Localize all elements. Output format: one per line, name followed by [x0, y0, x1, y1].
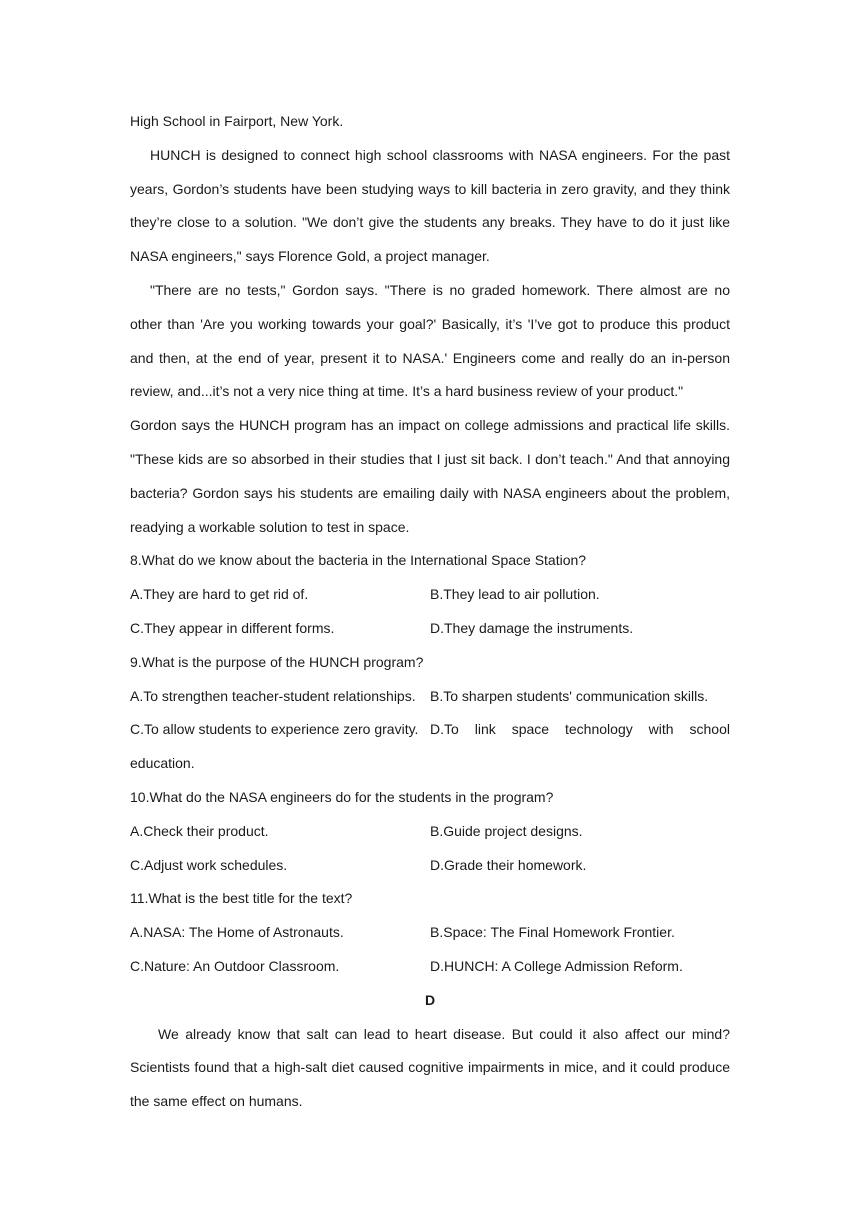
- option-row: [130, 612, 730, 646]
- section-d: [130, 984, 730, 1119]
- passage-line: HUNCH is designed to connect high school classrooms with NASA engineers. For the past: [150, 146, 730, 163]
- option-b: B.They lead to air pollution.: [430, 586, 600, 603]
- option-d-continuation: education.: [130, 755, 195, 772]
- question-8: [130, 544, 730, 645]
- option-b: B.To sharpen students' communication skills.: [430, 687, 709, 704]
- passage-line: other than 'Are you working towards your goal?' Basically, it’s 'I’ve got to produce this product: [130, 315, 730, 332]
- option-row: [130, 916, 730, 950]
- option-row: [130, 578, 730, 612]
- section-heading: D: [424, 991, 436, 1008]
- option-a: A.They are hard to get rid of.: [130, 586, 309, 603]
- passage-c: [130, 105, 730, 544]
- passage-line: Gordon says the HUNCH program has an impact on college admissions and practical life skills.: [130, 417, 730, 434]
- passage-line: "These kids are so absorbed in their studies that I just sit back. I don’t teach." And that annoying: [130, 450, 730, 467]
- option-a: A.NASA: The Home of Astronauts.: [130, 924, 344, 941]
- question-11: [130, 882, 730, 983]
- option-a: A.To strengthen teacher-student relationships.: [130, 687, 416, 704]
- option-d: D.To link space technology with school: [430, 721, 730, 738]
- option-d: D.HUNCH: A College Admission Reform.: [430, 957, 683, 974]
- option-a: A.Check their product.: [130, 822, 269, 839]
- option-c: C.Adjust work schedules.: [130, 856, 288, 873]
- passage-line: years, Gordon’s students have been studying ways to kill bacteria in zero gravity, and they think: [130, 180, 730, 197]
- passage-line: Scientists found that a high-salt diet caused cognitive impairments in mice, and it could produce: [130, 1059, 730, 1076]
- passage-line: review, and...it’s not a very nice thing at time. It’s a hard business review of your product.": [130, 383, 684, 400]
- passage-line: "There are no tests," Gordon says. "There is no graded homework. There almost are no: [150, 281, 730, 298]
- option-row: [130, 713, 730, 747]
- passage-line: the same effect on humans.: [130, 1093, 303, 1110]
- passage-line: We already know that salt can lead to heart disease. But could it also affect our mind?: [158, 1025, 730, 1042]
- option-row: [130, 849, 730, 883]
- question-9: [130, 646, 730, 781]
- passage-line: High School in Fairport, New York.: [130, 113, 344, 129]
- document-page: [130, 105, 730, 1119]
- question-stem: 9.What is the purpose of the HUNCH program?: [130, 653, 424, 670]
- passage-line: NASA engineers," says Florence Gold, a project manager.: [130, 248, 490, 265]
- question-stem: 11.What is the best title for the text?: [130, 890, 353, 907]
- option-d: D.Grade their homework.: [430, 856, 587, 873]
- passage-line: readying a workable solution to test in space.: [130, 518, 410, 535]
- option-d: D.They damage the instruments.: [430, 619, 634, 636]
- option-c: C.Nature: An Outdoor Classroom.: [130, 957, 340, 974]
- question-stem: 10.What do the NASA engineers do for the students in the program?: [130, 788, 554, 805]
- option-row: [130, 950, 730, 984]
- option-b: B.Guide project designs.: [430, 822, 583, 839]
- question-10: [130, 781, 730, 882]
- option-c: C.To allow students to experience zero gravity.: [130, 721, 419, 738]
- option-b: B.Space: The Final Homework Frontier.: [430, 924, 675, 941]
- option-c: C.They appear in different forms.: [130, 619, 335, 636]
- option-row: [130, 815, 730, 849]
- passage-line: and then, at the end of year, present it to NASA.' Engineers come and really do an in-person: [130, 349, 730, 366]
- passage-line: bacteria? Gordon says his students are emailing daily with NASA engineers about the problem,: [130, 484, 730, 501]
- passage-line: they’re close to a solution. "We don’t give the students any breaks. They have to do it just like: [130, 214, 730, 231]
- question-stem: 8.What do we know about the bacteria in the International Space Station?: [130, 552, 587, 569]
- option-row: [130, 680, 730, 714]
